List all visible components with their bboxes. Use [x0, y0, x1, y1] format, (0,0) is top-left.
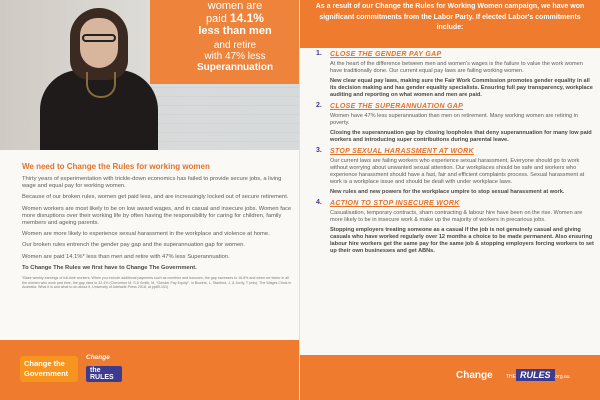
ctg-line2: Government: [24, 369, 69, 378]
left-closing: To Change The Rules we first have to Change The Government.: [22, 264, 197, 271]
left-paragraph: Women workers are most likely to be on low award wages, and in casual and insecure jobs. Women face more disruptions over their working life by often having the responsibility for caring for children, family members and ageing parents.: [22, 205, 292, 227]
ctg-line1: Change the: [24, 359, 65, 368]
commitment-promise: New clear equal pay laws, making sure the Fair Work Commission promotes gender equality in all its decision making and has gender equality specialists. Ensuring full pay transparency, workplace auditing and reporting on what women and men are paid.: [330, 78, 593, 98]
hero-and-retire: and retire: [213, 40, 257, 51]
commitment-title: CLOSE THE GENDER PAY GAP: [330, 51, 442, 58]
glasses-icon: [82, 34, 116, 42]
rf-rules: RULES: [516, 369, 555, 381]
rf-change: Change: [456, 370, 493, 381]
commitment-text: At the heart of the difference between men and women's wages is the failure to value the work women have traditionally done. Our current equal pay laws are failing working women.: [330, 61, 583, 74]
rf-org: .org.au: [554, 374, 570, 380]
right-footer: [300, 355, 600, 400]
hero-superannuation: Superannuation: [196, 62, 274, 73]
right-banner: [300, 0, 600, 48]
commitment-item: [316, 147, 594, 196]
commitment-item: [316, 50, 594, 99]
hero-with-47: with 47% less: [204, 51, 266, 62]
hero-paid: paid: [206, 13, 227, 25]
commitment-item: [316, 102, 594, 144]
rf-the: THE: [506, 374, 516, 380]
commitment-text: Casualisation, temporary contracts, sham contracting & labour hire have been on the rise. Women are more likely to be in insecure work & make up the majority of workers in precarious jobs.: [330, 210, 583, 223]
hero-pct: 14.1%: [229, 11, 264, 25]
commitment-title: CLOSE THE SUPERANNUATION GAP: [330, 103, 464, 110]
right-panel: [300, 0, 600, 400]
left-paragraph: Women are more likely to experience sexual harassment in the workplace and violence at home.: [22, 231, 270, 238]
commitments-list: [316, 50, 594, 258]
commitment-number: 2.: [316, 102, 322, 109]
hero-less-than-men: less than men: [198, 25, 272, 37]
left-body: [22, 162, 292, 290]
commitment-text: Women have 47% less superannuation than men on retirement. Many working women are retiring in poverty.: [330, 113, 579, 126]
hero-stat: [170, 12, 300, 37]
commitment-title: ACTION TO STOP INSECURE WORK: [330, 200, 460, 207]
commitment-promise: Closing the superannuation gap by closing loopholes that deny superannuation for many low paid workers and introducing super contributions during parental leave.: [330, 130, 592, 143]
ctr-change: Change: [86, 354, 110, 361]
commitment-title: STOP SEXUAL HARASSMENT AT WORK: [330, 148, 474, 155]
change-the-government-logo: [14, 352, 124, 392]
left-footnote: *Base weekly earnings of full-time workers. When you include additional payments such as overtime and bonuses, the gap increases to 16.8% and when we factor in all the women who work part time, the gap rises to 32.4% (Cheverton M, S & Smith, M, "Gender Pay Equity", in Bowers, L, Stanford, J, & Jordy, T (eds), The Wages Crisis in Australia: What it is and what to do about it, University of Adelaide Press 2018, at pp89-101): [22, 276, 292, 290]
hero-photo: [0, 0, 300, 150]
necklace: [86, 72, 116, 98]
hero-retire: [170, 40, 300, 73]
commitment-number: 4.: [316, 199, 322, 206]
commitment-text: Our current laws are failing workers who experience sexual harassment. Everyone should go to work without worrying about unwanted sexual attention. Our workplaces should be safe and workers who experience harassment should have a fast, fair and efficient complaints process. Sexual harassment at work is a workplace issue and should be dealt with under workplace laws.: [330, 158, 585, 185]
left-paragraph: Because of our broken rules, women get paid less, and are increasingly locked out of secure retirement.: [22, 194, 289, 201]
change-the-rules-url-logo[interactable]: [456, 367, 596, 387]
commitment-item: [316, 199, 594, 255]
hero-stat-text: [170, 0, 300, 150]
person-face: [80, 18, 118, 68]
commitment-number: 1.: [316, 50, 322, 57]
left-paragraph: Thirty years of experimentation with trickle-down economics has failed to provide secure jobs, a living wage and equal pay for working women.: [22, 176, 282, 190]
ctr-rules-badge: the RULES: [86, 366, 122, 382]
commitment-number: 3.: [316, 147, 322, 154]
commitment-promise: Stopping employers treating someone as a casual if the job is not genuinely casual and giving casuals who have worked regularly over 12 months a choice to be made permanent. Also ensuring labour hire workers get the same pay for the same job & stopping employers forcing workers to set up their own businesses and get ABNs.: [330, 227, 594, 254]
left-heading: We need to Change the Rules for working women: [22, 162, 210, 171]
ctg-logo-box: [20, 356, 78, 382]
left-paragraph: Women are paid 14.1%* less than men and retire with 47% less Superannuation.: [22, 253, 230, 260]
hero-line1: women are: [207, 0, 263, 12]
right-intro: As a result of our Change the Rules for Working Women campaign, we have won significant commitments from the Labor Party. If elected Labor's commitments include:: [315, 3, 585, 31]
left-footer: [0, 340, 300, 400]
change-the-rules-logo: [80, 354, 122, 382]
commitment-promise: New rules and new powers for the workplace umpire to stop sexual harassment at work.: [330, 189, 565, 195]
left-paragraph: Our broken rules entrench the gender pay gap and the superannuation gap for women.: [22, 242, 246, 249]
